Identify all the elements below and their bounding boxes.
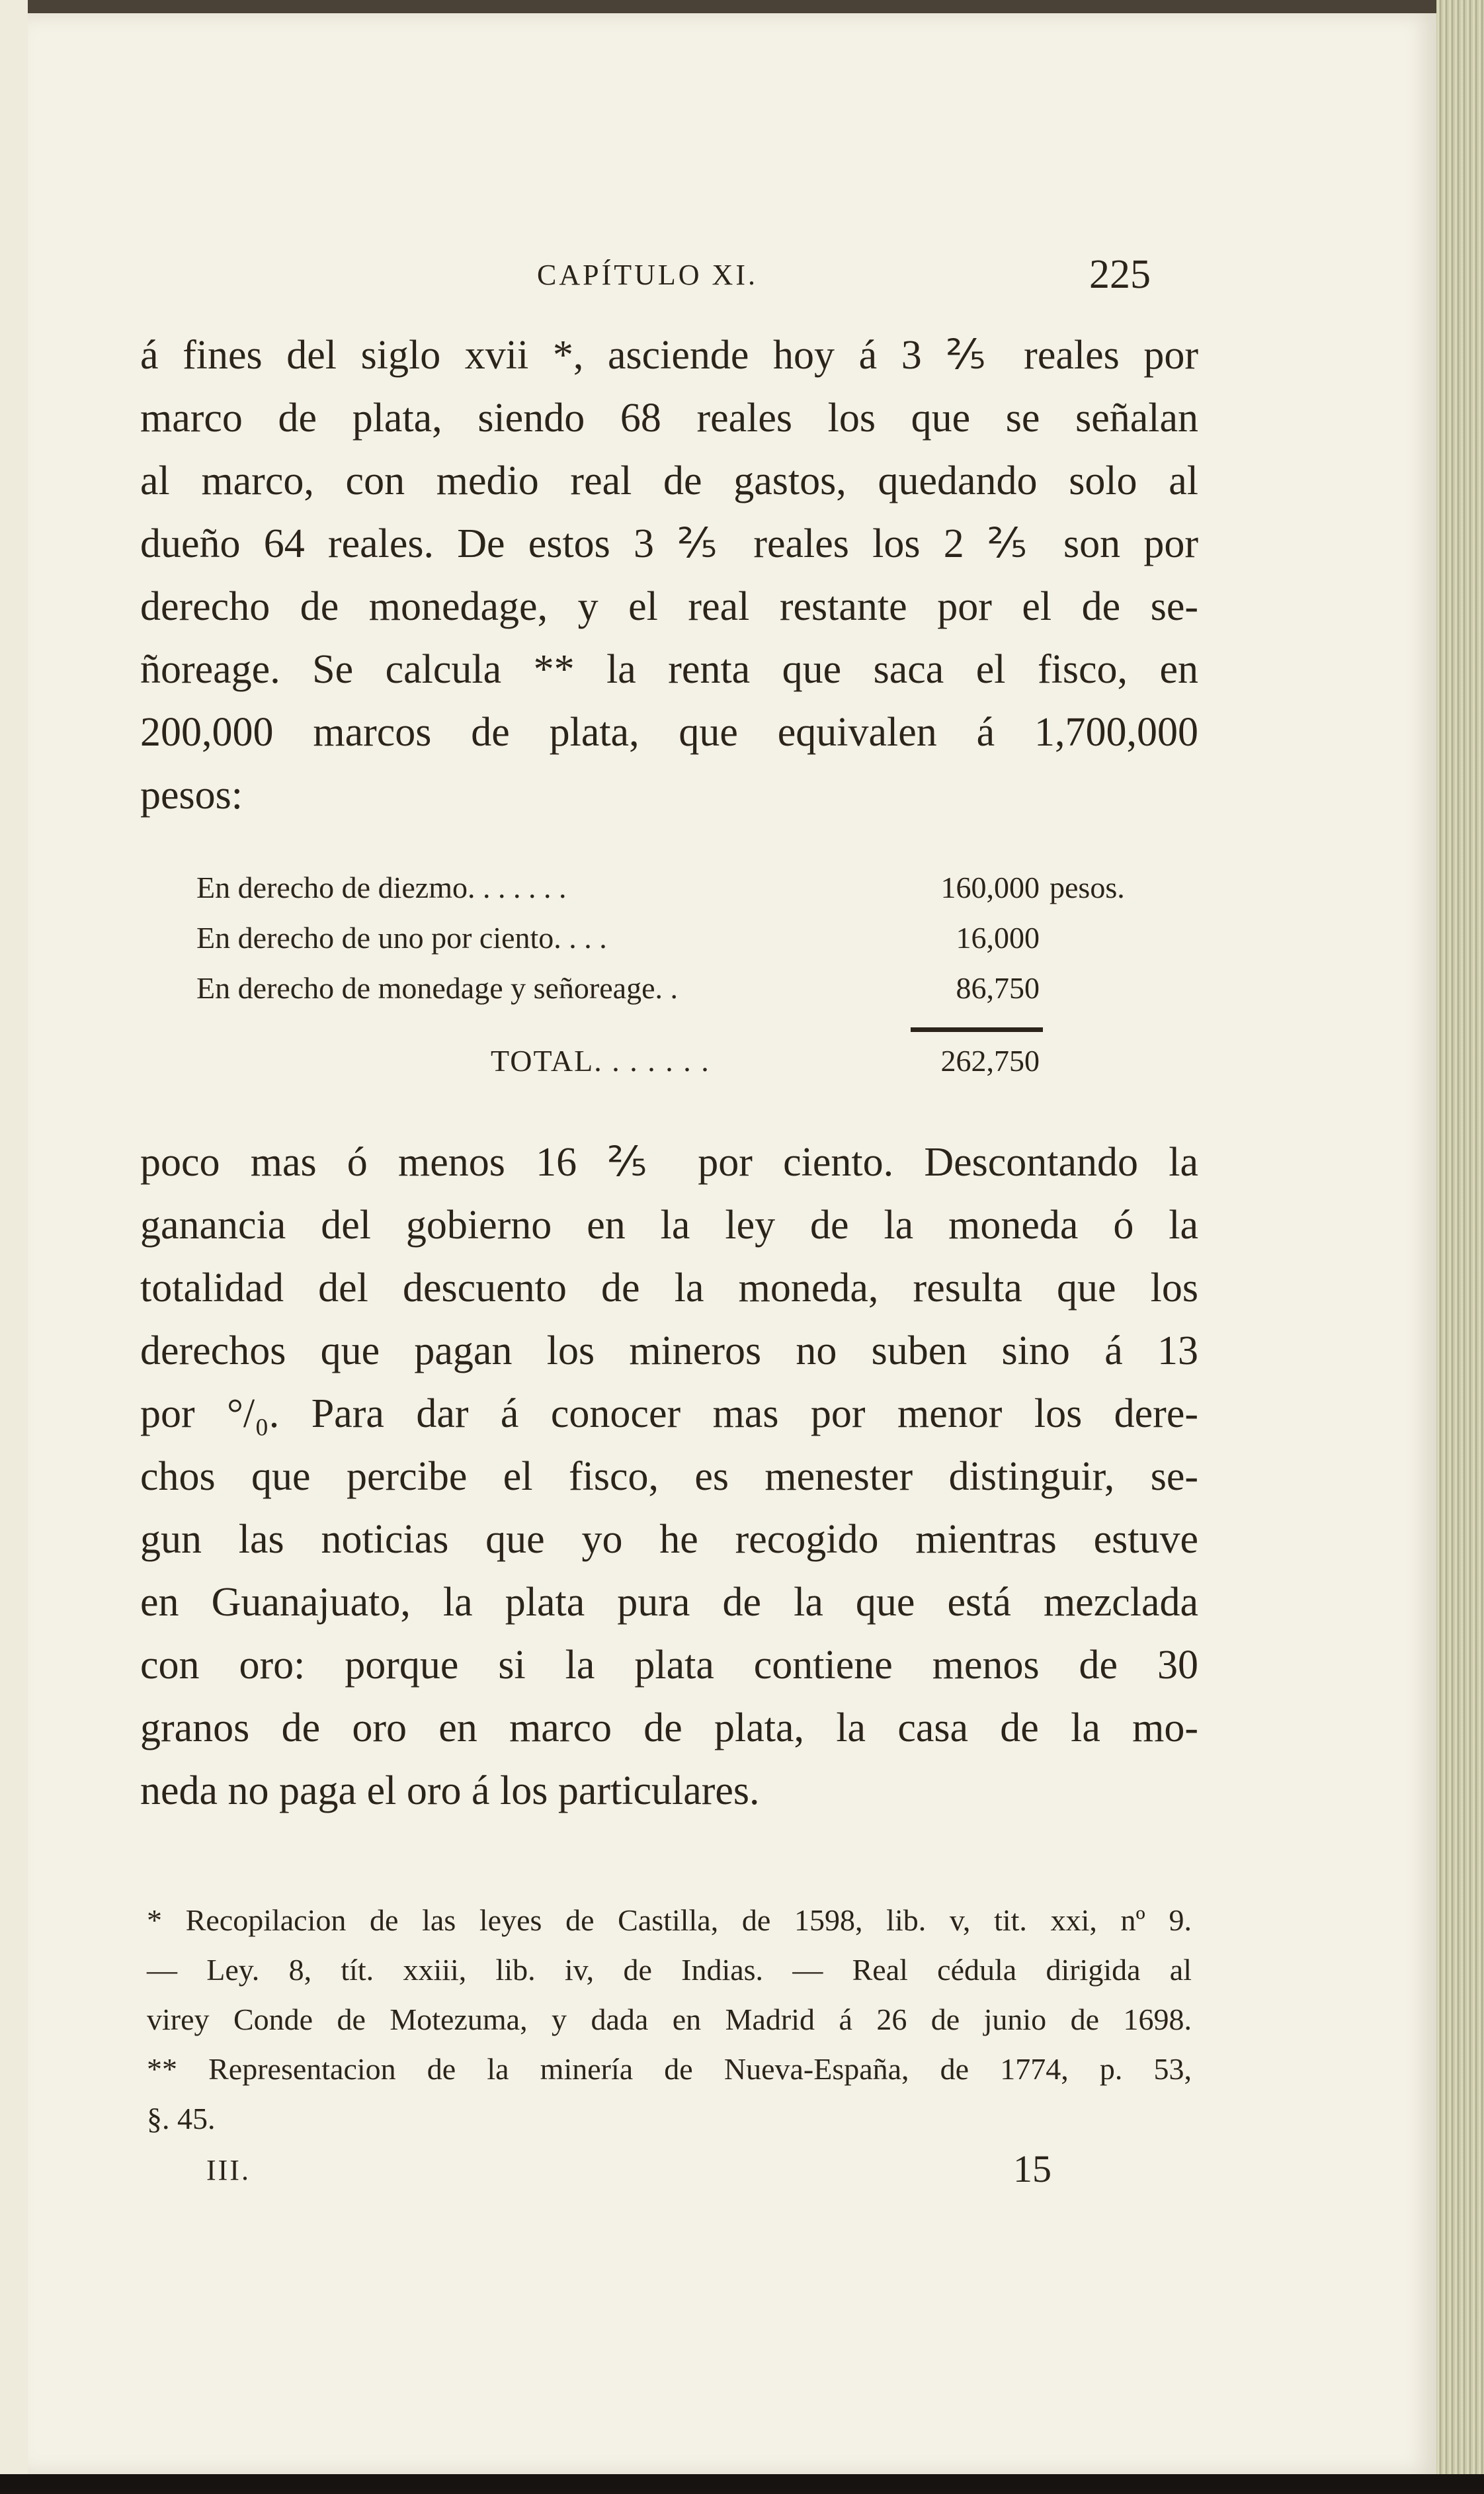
text-line: neda no paga el oro á los particulares. bbox=[140, 1768, 760, 1813]
text-line: totalidad del descuento de la moneda, resulta que los bbox=[140, 1266, 1198, 1311]
text-line: marco de plata, siendo 68 reales los que se señalan bbox=[140, 396, 1198, 441]
row-value: 16,000 bbox=[956, 921, 1040, 955]
paragraph-2 bbox=[140, 1131, 1198, 1823]
text-line: derechos que pagan los mineros no suben sino á 13 bbox=[140, 1328, 1198, 1373]
row-unit: pesos. bbox=[1050, 871, 1125, 904]
footnote-line: ** Representacion de la minería de Nueva-España, de 1774, p. 53, bbox=[147, 2052, 1192, 2086]
text-line: en Guanajuato, la plata pura de la que está mezclada bbox=[140, 1580, 1198, 1625]
row-label: En derecho de uno por ciento. . . . bbox=[196, 921, 607, 955]
book-page bbox=[28, 13, 1436, 2474]
volume-signature: III. bbox=[206, 2154, 251, 2186]
footnote-line: * Recopilacion de las leyes de Castilla, de 1598, lib. v, tit. xxi, nº 9. bbox=[147, 1903, 1192, 1937]
table-row bbox=[196, 870, 1169, 920]
footnote-line: — Ley. 8, tít. xxiii, lib. iv, de Indias. — Real cédula dirigida al bbox=[147, 1953, 1192, 1987]
row-label: En derecho de monedage y señoreage. . bbox=[196, 971, 679, 1005]
table-row bbox=[196, 920, 1169, 970]
text-line: con oro: porque si la plata contiene menos de 30 bbox=[140, 1643, 1198, 1688]
revenue-table bbox=[196, 870, 1169, 1078]
text-line: ñoreage. Se calcula ** la renta que saca el fisco, en bbox=[140, 647, 1198, 692]
footnotes bbox=[147, 1895, 1192, 2143]
text-line: pesos: bbox=[140, 773, 243, 818]
text-line: por °/₀. Para dar á conocer mas por menor los dere- bbox=[140, 1391, 1198, 1436]
row-value: 160,000 bbox=[940, 871, 1040, 904]
table-row bbox=[196, 970, 1169, 1021]
text-line: derecho de monedage, y el real restante por el de se- bbox=[140, 584, 1198, 629]
text-line: al marco, con medio real de gastos, quedando solo al bbox=[140, 458, 1198, 503]
text-line: poco mas ó menos 16 ⅖ por ciento. Descontando la bbox=[140, 1140, 1198, 1185]
total-label: TOTAL. . . . . . . bbox=[491, 1044, 710, 1078]
page-bottom-edge bbox=[0, 2474, 1484, 2494]
text-line: dueño 64 reales. De estos 3 ⅖ reales los 2 ⅖ son por bbox=[140, 521, 1198, 566]
page-gutter bbox=[0, 0, 28, 2494]
page-number: 225 bbox=[1089, 252, 1151, 297]
text-line: chos que percibe el fisco, es menester distinguir, se- bbox=[140, 1454, 1198, 1499]
sum-rule bbox=[911, 1027, 1043, 1032]
total-value: 262,750 bbox=[940, 1044, 1040, 1078]
paragraph-1 bbox=[140, 324, 1198, 827]
page-header bbox=[28, 251, 1436, 311]
running-title: CAPÍTULO XI. bbox=[537, 259, 758, 291]
text-line: ganancia del gobierno en la ley de la moneda ó la bbox=[140, 1203, 1198, 1248]
footnote-line: virey Conde de Motezuma, y dada en Madrid á 26 de junio de 1698. bbox=[147, 2002, 1192, 2036]
footnote-line: §. 45. bbox=[147, 2102, 216, 2135]
page-top-edge bbox=[0, 0, 1484, 13]
page-fore-edge bbox=[1436, 0, 1484, 2494]
text-line: gun las noticias que yo he recogido mientras estuve bbox=[140, 1517, 1198, 1562]
text-line: á fines del siglo xvii *, asciende hoy á 3 ⅖ reales por bbox=[140, 333, 1198, 378]
gathering-number: 15 bbox=[1013, 2147, 1051, 2190]
row-value: 86,750 bbox=[956, 971, 1040, 1005]
text-line: 200,000 marcos de plata, que equivalen á 1,700,000 bbox=[140, 710, 1198, 755]
text-line: granos de oro en marco de plata, la casa de la mo- bbox=[140, 1705, 1198, 1750]
row-label: En derecho de diezmo. . . . . . . bbox=[196, 871, 567, 904]
